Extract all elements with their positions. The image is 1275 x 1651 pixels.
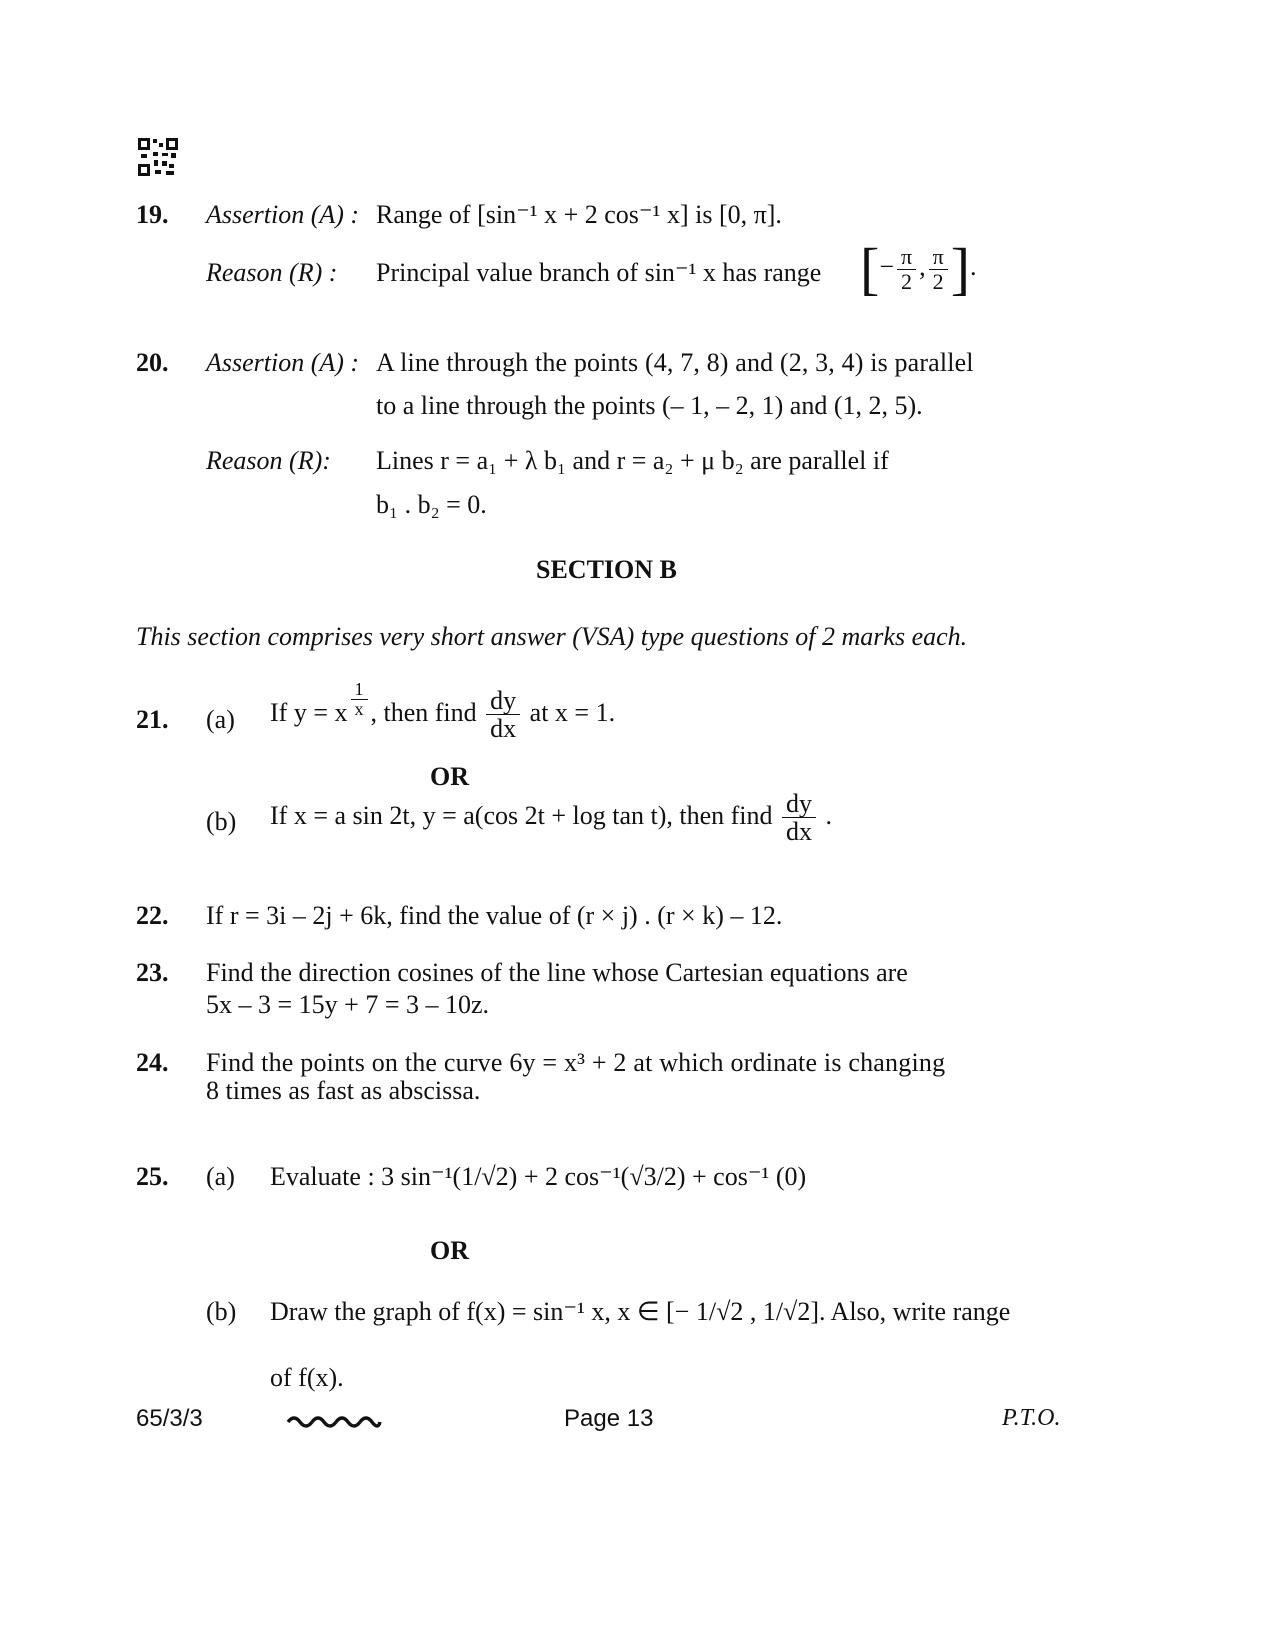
reason-label: Reason (R): bbox=[206, 446, 331, 475]
question-number: 22. bbox=[136, 901, 169, 930]
or-separator: OR bbox=[430, 762, 469, 791]
question-number: 23. bbox=[136, 958, 169, 987]
question-text: 5x – 3 = 15y + 7 = 3 – 10z. bbox=[206, 990, 490, 1019]
reason-text: b₁ . b₂ = 0. bbox=[376, 490, 487, 519]
question-number: 24. bbox=[136, 1048, 169, 1077]
part-label: (a) bbox=[206, 705, 235, 734]
reason-label: Reason (R) : bbox=[206, 258, 338, 287]
question-text: If r = 3i – 2j + 6k, find the value of (r × j) . (r × k) – 12. bbox=[206, 901, 783, 930]
assertion-text: Range of [sin⁻¹ x + 2 cos⁻¹ x] is [0, π]. bbox=[376, 200, 782, 229]
question-text: Find the points on the curve 6y = x³ + 2 at which ordinate is changing bbox=[206, 1048, 946, 1077]
assertion-text: A line through the points (4, 7, 8) and (2, 3, 4) is parallel bbox=[376, 348, 974, 377]
question-text: Evaluate : 3 sin⁻¹(1/√2) + 2 cos⁻¹(√3/2) + cos⁻¹ (0) bbox=[270, 1162, 807, 1191]
reason-text: Principal value branch of sin⁻¹ x has range bbox=[376, 258, 822, 287]
range-interval: [− $\frac{\pi}{2}$ , $\frac{\pi}{2}$ ]. bbox=[860, 236, 977, 301]
question-number: 25. bbox=[136, 1162, 169, 1191]
section-title: SECTION B bbox=[536, 555, 677, 584]
qr-code-icon bbox=[138, 138, 178, 176]
question-text: If y = x $^{\frac{1}{x}}$ , then find $\frac{dy}{dx}$ at x = 1. bbox=[270, 679, 616, 744]
assertion-text: to a line through the points (– 1, – 2, 1) and (1, 2, 5). bbox=[376, 391, 923, 420]
assertion-label: Assertion (A) : bbox=[206, 348, 360, 377]
tilde-ornament-icon bbox=[286, 1412, 382, 1428]
part-label: (b) bbox=[206, 807, 237, 836]
question-number: 20. bbox=[136, 348, 169, 377]
question-number: 19. bbox=[136, 200, 169, 229]
reason-text: Lines r = a₁ + λ b₁ and r = a₂ + μ b₂ are parallel if bbox=[376, 446, 889, 475]
part-label: (b) bbox=[206, 1297, 237, 1326]
assertion-label: Assertion (A) : bbox=[206, 200, 360, 229]
section-instruction: This section comprises very short answer (VSA) type questions of 2 marks each. bbox=[136, 622, 968, 651]
question-text: Find the direction cosines of the line whose Cartesian equations are bbox=[206, 958, 908, 987]
part-label: (a) bbox=[206, 1162, 235, 1191]
question-text: of f(x). bbox=[270, 1363, 344, 1392]
question-text: Draw the graph of f(x) = sin⁻¹ x, x ∈ [− 1/√2 , 1/√2]. Also, write range bbox=[270, 1297, 1011, 1326]
pto-label: P.T.O. bbox=[1002, 1405, 1061, 1431]
paper-code: 65/3/3 bbox=[136, 1405, 203, 1432]
page-number: Page 13 bbox=[564, 1405, 654, 1432]
or-separator: OR bbox=[430, 1236, 469, 1265]
question-text: 8 times as fast as abscissa. bbox=[206, 1076, 481, 1105]
question-number: 21. bbox=[136, 705, 169, 734]
question-text: If x = a sin 2t, y = a(cos 2t + log tan t), then find $\frac{dy}{dx}$ . bbox=[270, 789, 833, 847]
